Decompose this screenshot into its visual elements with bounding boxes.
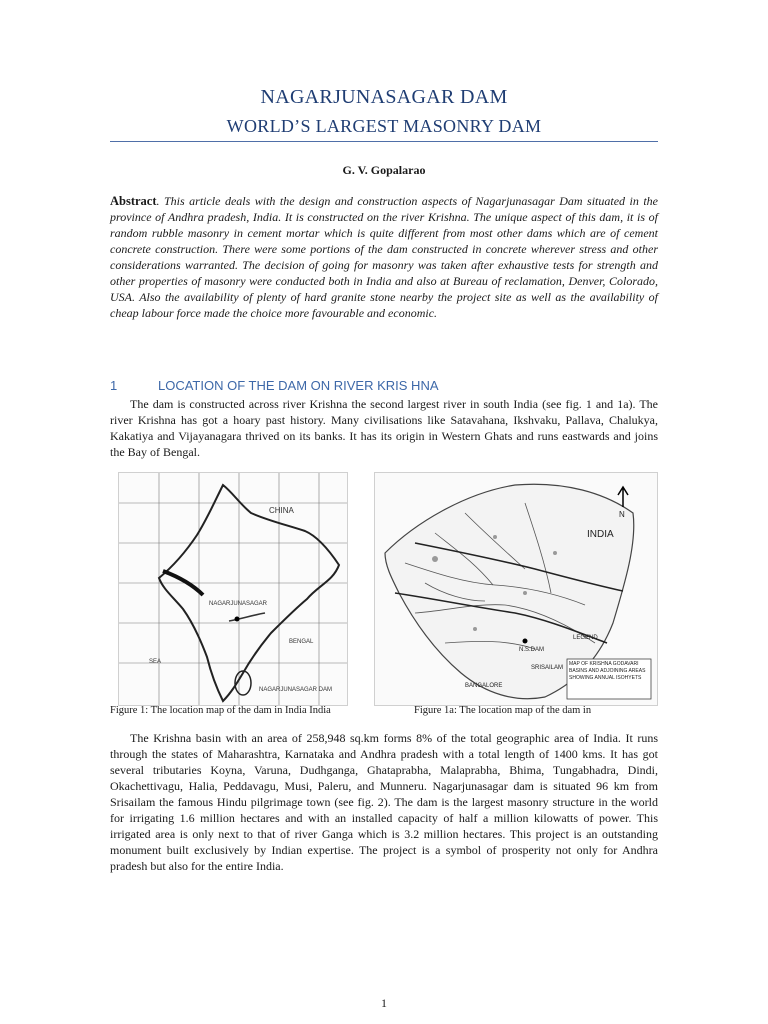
abstract-paragraph bbox=[110, 193, 658, 321]
author-name: G. V. Gopalarao bbox=[342, 163, 426, 177]
section-number: 1 bbox=[110, 378, 118, 393]
document-subtitle: WORLD’S LARGEST MASONRY DAM bbox=[226, 116, 542, 136]
map-label-india: INDIA bbox=[587, 529, 614, 540]
body-paragraph-1 bbox=[110, 396, 658, 460]
figure-1a-caption: Figure 1a: The location map of the dam in bbox=[414, 705, 592, 716]
figure-1a-basin-map bbox=[374, 472, 658, 706]
map-label-nagarjunasagar: NAGARJUNASAGAR bbox=[209, 601, 268, 607]
map-label-dam: NAGARJUNASAGAR DAM bbox=[259, 687, 333, 693]
india-map-svg bbox=[119, 473, 347, 705]
dam-marker-basin bbox=[523, 639, 528, 644]
page-number: 1 bbox=[381, 996, 387, 1010]
map-label-nsdam: N.S.DAM bbox=[519, 647, 545, 653]
body-paragraph-2 bbox=[110, 730, 658, 874]
map-label-china: CHINA bbox=[269, 506, 294, 515]
map-label-bengal: BENGAL bbox=[289, 639, 314, 645]
map-legend-title: MAP OF KRISHNA GODAVARI BASINS AND ADJOINING AREAS SHOWING ANNUAL ISOHYETS bbox=[569, 661, 646, 681]
paragraph-2-text: The Krishna basin with an area of 258,948 sq.km forms 8% of the total geographic area of India. It runs through the states of Maharashtra, Karnataka and Andhra pradesh with a total length of 1400 kms. It has got several tributaries Koyna, Varuna, Dudhganga, Ghataprabha, Malaprabha, Bhima, Tungabhadra, Dindi, Okachettivagu, Halia, Peddavagu, Musi, Paleru, and Munneru. Nagarjunasagar dam is situated 96 km from Srisailam the famous Hindu pilgrimage town (see fig. 2). The dam is the largest masonry structure in the world for irrigating 1.6 million hectares and with an installed capacity of half a million kilowatts of power. This irrigated area is only next to that of river Ganga which is 3.2 million hectares. This project is an outstanding monument built exclusively by Indian expertise. The project is a symbol of prosperity not only for Andhra pradesh but also for the entire India. bbox=[110, 731, 658, 873]
dam-location-marker bbox=[235, 617, 240, 622]
paragraph-1-text: The dam is constructed across river Krishna the second largest river in south India (see fig. 1 and 1a). The river Krishna has got a hoary past history. Many civilisations like Satavahana, Ikshvaku, Pallava, Chalukya, Kakatiya and Vijayanagara thrived on its banks. It has its origin in Western Ghats and runs eastwards and joins the Bay of Bengal. bbox=[110, 397, 658, 459]
map-label-sea: SEA bbox=[149, 659, 162, 665]
figure-1-india-map bbox=[118, 472, 348, 706]
map-label-north: N bbox=[619, 510, 625, 519]
section-heading bbox=[110, 378, 670, 393]
map-label-bangalore: BANGALORE bbox=[465, 683, 503, 689]
title-divider bbox=[110, 141, 658, 142]
basin-map-svg bbox=[375, 473, 657, 705]
document-title: NAGARJUNASAGAR DAM bbox=[260, 86, 508, 108]
figure-1-caption: Figure 1: The location map of the dam in India India bbox=[110, 705, 331, 716]
map-label-srisailam: SRISAILAM bbox=[531, 665, 564, 671]
abstract-label: Abstract bbox=[110, 194, 157, 208]
abstract-text: . This article deals with the design and construction aspects of Nagarjunasagar Dam situated in the province of Andhra pradesh, India. It is constructed on the river Krishna. The unique aspect of this dam, it is of random rubble masonry in cement mortar which is quite different from most other dams which are of cement concrete construction. There were some portions of the dam constructed in concrete wherever stress and other considerations warranted. The decision of going for masonry was taken after exhaustive tests for strength and other properties of masonry were conducted both in India and also at Bureau of reclamation, Denver, Colorado, USA. Also the availability of plenty of hard granite stone nearby the project site as well as the availability of cheap labour force made the choice more favourable and economic. bbox=[110, 194, 658, 320]
section-title: LOCATION OF THE DAM ON RIVER KRIS HNA bbox=[158, 378, 439, 393]
map-label-legend: LEGEND bbox=[573, 635, 598, 641]
